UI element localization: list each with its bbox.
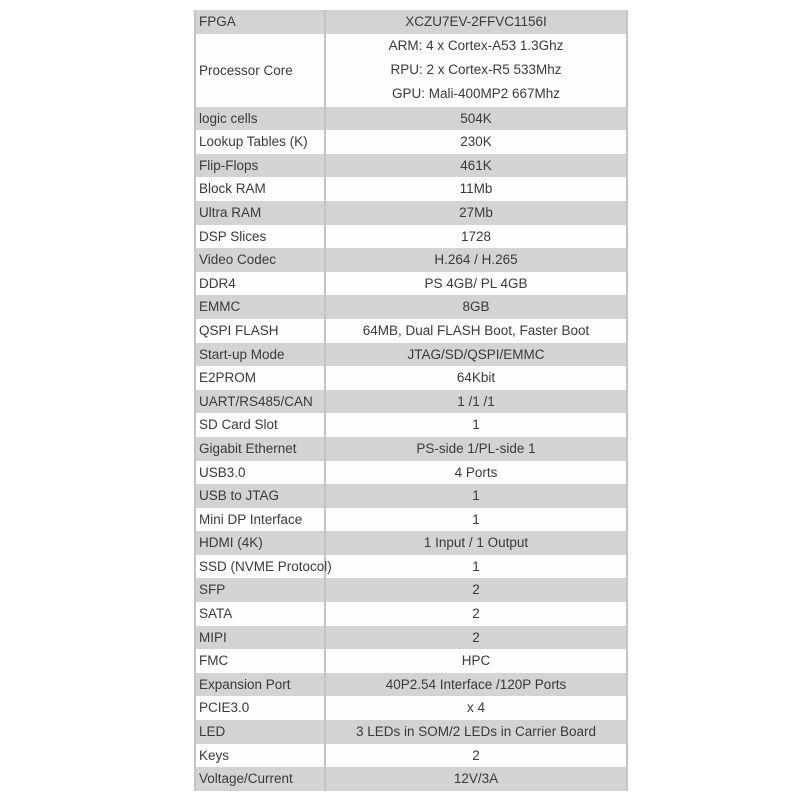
spec-label: Expansion Port xyxy=(195,673,325,697)
spec-value: 12V/3A xyxy=(325,767,627,791)
spec-row xyxy=(195,10,627,34)
spec-row xyxy=(195,578,627,602)
spec-row xyxy=(195,508,627,532)
spec-label: Flip-Flops xyxy=(195,154,325,178)
spec-value: 1728 xyxy=(325,225,627,249)
spec-label: Video Codec xyxy=(195,248,325,272)
spec-row xyxy=(195,555,627,579)
spec-label: Voltage/Current xyxy=(195,767,325,791)
spec-label: QSPI FLASH xyxy=(195,319,325,343)
spec-value: x 4 xyxy=(325,696,627,720)
spec-value: 1 xyxy=(325,413,627,437)
spec-label: E2PROM xyxy=(195,366,325,390)
spec-row xyxy=(195,461,627,485)
spec-value: HPC xyxy=(325,649,627,673)
spec-value: 230K xyxy=(325,130,627,154)
spec-label: LED xyxy=(195,720,325,744)
spec-label: SATA xyxy=(195,602,325,626)
spec-value: 64Kbit xyxy=(325,366,627,390)
spec-value: PS 4GB/ PL 4GB xyxy=(325,272,627,296)
spec-label: USB to JTAG xyxy=(195,484,325,508)
spec-label: USB3.0 xyxy=(195,461,325,485)
spec-value: JTAG/SD/QSPI/EMMC xyxy=(325,343,627,367)
spec-label: SSD (NVME Protocol) xyxy=(195,555,325,579)
spec-value: 2 xyxy=(325,578,627,602)
spec-row xyxy=(195,154,627,178)
spec-label: DDR4 xyxy=(195,272,325,296)
spec-label: UART/RS485/CAN xyxy=(195,390,325,414)
spec-value: 1 /1 /1 xyxy=(325,390,627,414)
spec-row xyxy=(195,295,627,319)
spec-value: 3 LEDs in SOM/2 LEDs in Carrier Board xyxy=(325,720,627,744)
spec-label: Processor Core xyxy=(195,34,325,107)
spec-row xyxy=(195,390,627,414)
spec-label: SD Card Slot xyxy=(195,413,325,437)
spec-label: Block RAM xyxy=(195,177,325,201)
spec-row xyxy=(195,366,627,390)
spec-value: 504K xyxy=(325,107,627,131)
spec-label: FMC xyxy=(195,649,325,673)
spec-label: Start-up Mode xyxy=(195,343,325,367)
spec-table xyxy=(194,10,628,791)
spec-value xyxy=(325,34,627,107)
spec-value: XCZU7EV-2FFVC1156I xyxy=(325,10,627,34)
spec-value: 27Mb xyxy=(325,201,627,225)
spec-label: PCIE3.0 xyxy=(195,696,325,720)
spec-row xyxy=(195,720,627,744)
spec-label: FPGA xyxy=(195,10,325,34)
spec-value: H.264 / H.265 xyxy=(325,248,627,272)
spec-value: 2 xyxy=(325,602,627,626)
spec-label: Gigabit Ethernet xyxy=(195,437,325,461)
spec-label: HDMI (4K) xyxy=(195,531,325,555)
spec-row xyxy=(195,319,627,343)
spec-value: 40P2.54 Interface /120P Ports xyxy=(325,673,627,697)
spec-value: 1 Input / 1 Output xyxy=(325,531,627,555)
spec-value: 461K xyxy=(325,154,627,178)
spec-label: SFP xyxy=(195,578,325,602)
spec-label: EMMC xyxy=(195,295,325,319)
spec-row xyxy=(195,225,627,249)
spec-label: Lookup Tables (K) xyxy=(195,130,325,154)
spec-row xyxy=(195,531,627,555)
spec-table-body xyxy=(195,10,627,791)
spec-value: 8GB xyxy=(325,295,627,319)
spec-row xyxy=(195,696,627,720)
spec-row xyxy=(195,177,627,201)
spec-row xyxy=(195,343,627,367)
spec-row xyxy=(195,626,627,650)
spec-label: Keys xyxy=(195,744,325,768)
spec-row xyxy=(195,130,627,154)
spec-value-line: GPU: Mali-400MP2 667Mhz xyxy=(391,86,561,102)
spec-value: 2 xyxy=(325,626,627,650)
spec-label: Ultra RAM xyxy=(195,201,325,225)
spec-value: 1 xyxy=(325,555,627,579)
spec-value-line: RPU: 2 x Cortex-R5 533Mhz xyxy=(390,62,562,78)
spec-value: 64MB, Dual FLASH Boot, Faster Boot xyxy=(325,319,627,343)
spec-value: 1 xyxy=(325,508,627,532)
spec-row xyxy=(195,107,627,131)
spec-row xyxy=(195,673,627,697)
spec-value: 2 xyxy=(325,744,627,768)
spec-value-line: ARM: 4 x Cortex-A53 1.3Ghz xyxy=(388,38,564,54)
spec-value: PS-side 1/PL-side 1 xyxy=(325,437,627,461)
spec-label: Mini DP Interface xyxy=(195,508,325,532)
spec-row xyxy=(195,484,627,508)
spec-row xyxy=(195,413,627,437)
spec-row xyxy=(195,437,627,461)
spec-row xyxy=(195,272,627,296)
spec-label: MIPI xyxy=(195,626,325,650)
spec-row xyxy=(195,744,627,768)
spec-row xyxy=(195,201,627,225)
spec-label: logic cells xyxy=(195,107,325,131)
spec-row xyxy=(195,34,627,107)
spec-row xyxy=(195,248,627,272)
spec-row xyxy=(195,767,627,791)
spec-value: 11Mb xyxy=(325,177,627,201)
spec-row xyxy=(195,602,627,626)
spec-value: 4 Ports xyxy=(325,461,627,485)
spec-label: DSP Slices xyxy=(195,225,325,249)
spec-row xyxy=(195,649,627,673)
spec-value: 1 xyxy=(325,484,627,508)
